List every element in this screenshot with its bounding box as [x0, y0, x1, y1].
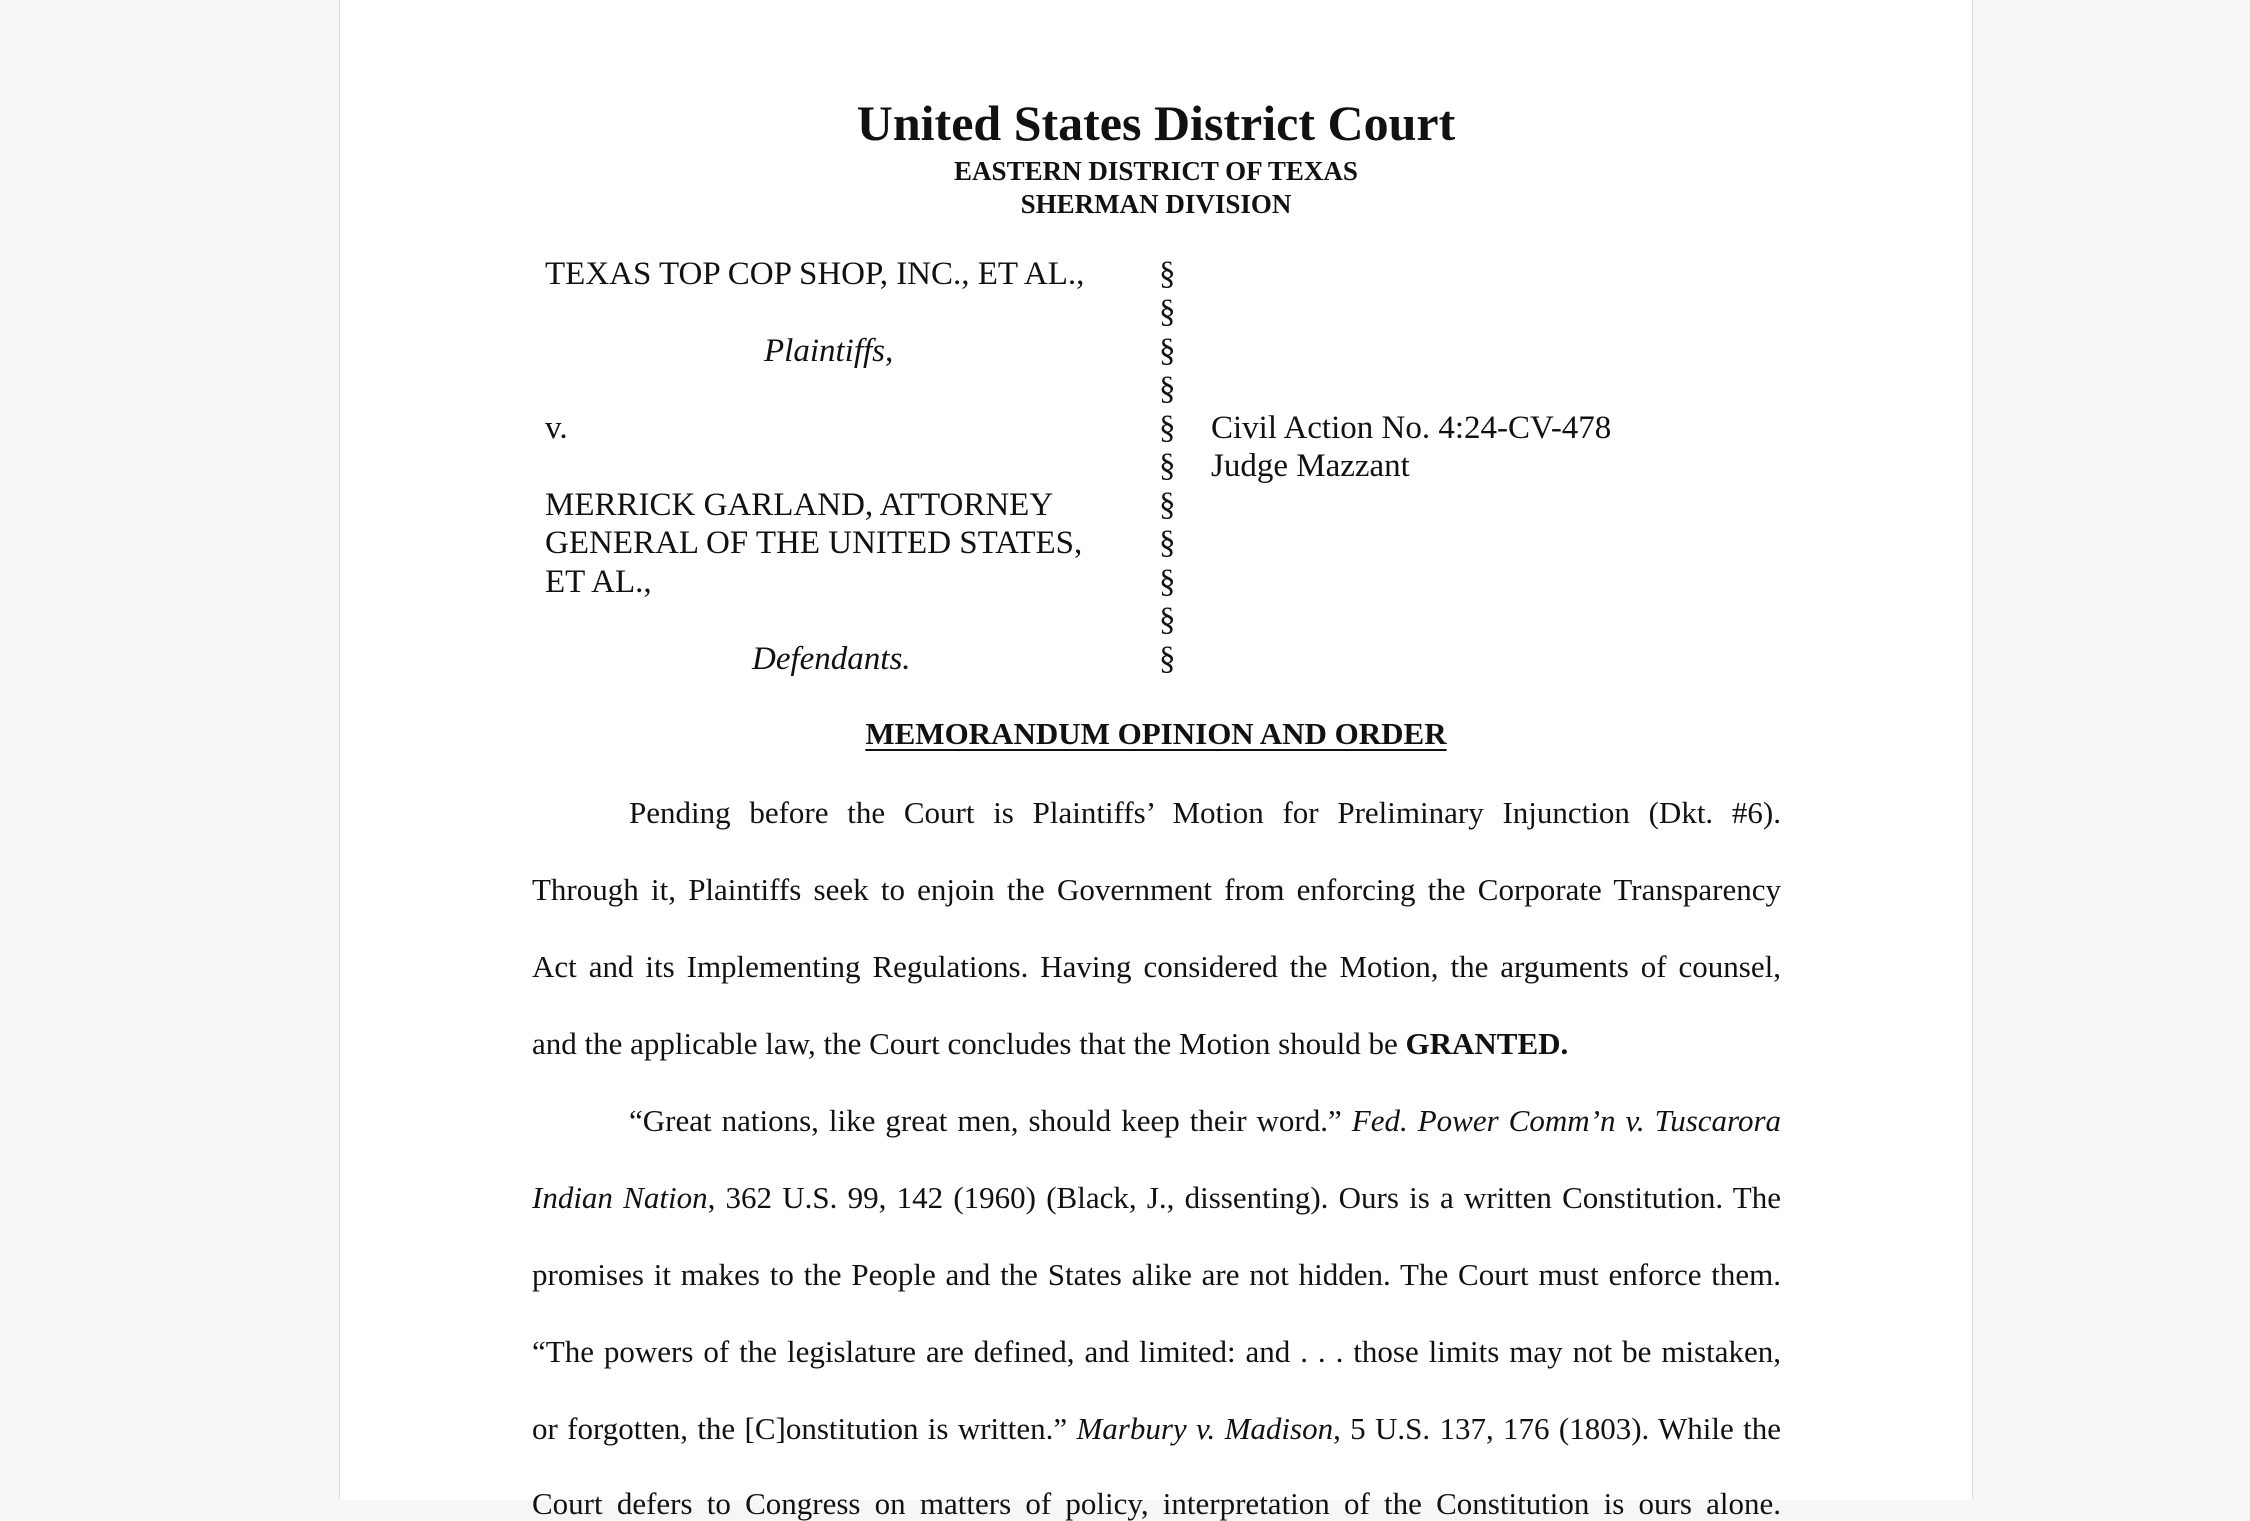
case-citation: Fed. Power Comm’n v. Tuscarora — [1351, 1103, 1782, 1138]
defendant-line-1: MERRICK GARLAND, ATTORNEY — [545, 487, 1054, 523]
quote-text: “Great nations, like great men, should keep their word.” — [629, 1103, 1342, 1138]
section-symbol: § — [1159, 410, 1176, 446]
body-line: Through it, Plaintiffs seek to enjoin the Government from enforcing the Corporate Transparency — [532, 872, 1781, 907]
body-line: “The powers of the legislature are defined, and limited: and . . . those limits may not be mistaken, — [532, 1334, 1781, 1369]
judge-name: Judge Mazzant — [1211, 448, 1410, 484]
body-line: Court defers to Congress on matters of policy, interpretation of the Constitution is ours alone. — [532, 1486, 1781, 1521]
plaintiff-name: TEXAS TOP COP SHOP, INC., ET AL., — [545, 256, 1085, 292]
body-text: , 362 U.S. 99, 142 (1960) (Black, J., dissenting). Ours is a written Constitution. The — [707, 1180, 1781, 1215]
section-symbol: § — [1159, 448, 1176, 484]
body-text: or forgotten, the [C]onstitution is written.” — [532, 1411, 1068, 1446]
body-line — [532, 1028, 1781, 1059]
case-citation: Marbury v. Madison — [1076, 1411, 1334, 1446]
plaintiff-role: Plaintiffs, — [764, 333, 894, 369]
case-citation: Indian Nation — [532, 1180, 708, 1215]
section-symbol: § — [1159, 256, 1176, 292]
civil-action-number: Civil Action No. 4:24-CV-478 — [1211, 410, 1612, 446]
body-text: , 5 U.S. 137, 176 (1803). While the — [1333, 1411, 1781, 1446]
section-symbol: § — [1159, 602, 1176, 638]
granted-text: GRANTED. — [1405, 1026, 1569, 1061]
body-text: and the applicable law, the Court concludes that the Motion should be — [532, 1026, 1398, 1061]
court-title: United States District Court — [856, 95, 1456, 151]
defendant-line-2: GENERAL OF THE UNITED STATES, — [545, 525, 1083, 561]
body-line: promises it makes to the People and the States alike are not hidden. The Court must enforce them. — [532, 1257, 1781, 1292]
body-line — [532, 1105, 1781, 1136]
section-symbol: § — [1159, 294, 1176, 330]
memo-title: MEMORANDUM OPINION AND ORDER — [865, 716, 1447, 751]
section-symbol: § — [1159, 564, 1176, 600]
district-name: EASTERN DISTRICT OF TEXAS — [954, 156, 1358, 186]
body-line: Pending before the Court is Plaintiffs’ Motion for Preliminary Injunction (Dkt. #6). — [629, 795, 1781, 830]
defendant-line-3: ET AL., — [545, 564, 652, 600]
body-line: Act and its Implementing Regulations. Having considered the Motion, the arguments of counsel, — [532, 949, 1781, 984]
defendant-role: Defendants. — [752, 641, 911, 677]
section-symbol: § — [1159, 333, 1176, 369]
section-symbol: § — [1159, 641, 1176, 677]
division-name: SHERMAN DIVISION — [1020, 189, 1292, 219]
section-symbol: § — [1159, 487, 1176, 523]
body-line — [532, 1182, 1781, 1213]
section-symbol: § — [1159, 525, 1176, 561]
versus: v. — [545, 410, 568, 446]
section-symbol: § — [1159, 371, 1176, 407]
body-line — [532, 1413, 1781, 1444]
document-page — [339, 0, 1973, 1521]
